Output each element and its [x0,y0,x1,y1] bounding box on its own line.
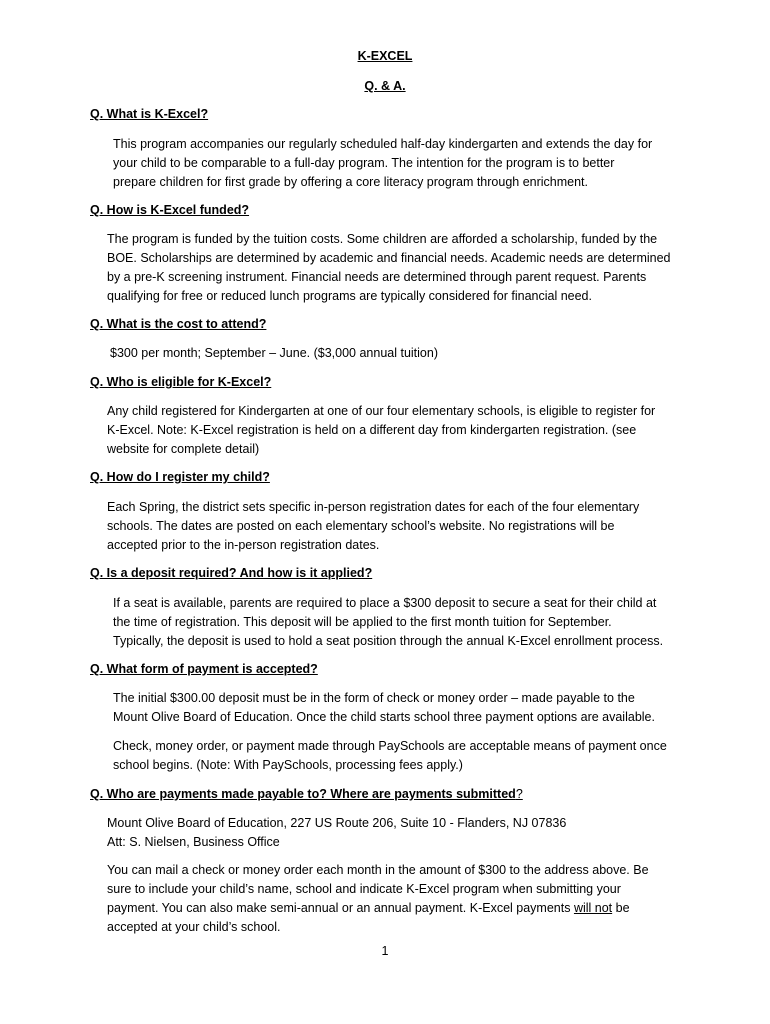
question-text: Q. Who are payments made payable to? Where are payments submitted [90,787,516,801]
question-payment-form: Q. What form of payment is accepted? [90,662,318,676]
answer-line: Any child registered for Kindergarten at one of our four elementary schools, is eligible to register for [107,404,656,418]
answer-text: be [612,901,630,915]
answer-line: your child to be comparable to a full-day program. The intention for the program is to better [113,156,615,170]
question-register: Q. How do I register my child? [90,470,270,484]
answer-cost [110,344,438,363]
answer-line: BOE. Scholarships are determined by academic and financial needs. Academic needs are determined [107,251,671,265]
question-cost: Q. What is the cost to attend? [90,317,267,331]
answer-line: The initial $300.00 deposit must be in the form of check or money order – made payable to the [113,691,635,705]
answer-line: You can mail a check or money order each month in the amount of $300 to the address above. Be [107,863,649,877]
answer-line [107,899,649,918]
answer-deposit [113,594,663,651]
answer-line: qualifying for free or reduced lunch programs are typically considered for financial need. [107,289,592,303]
emphasis-will-not: will not [573,901,613,915]
answer-register [107,498,639,555]
answer-payable-address [107,814,566,852]
answer-line: the time of registration. This deposit will be applied to the first month tuition for September. [113,615,612,629]
answer-line: If a seat is available, parents are required to place a $300 deposit to secure a seat for their child at [113,596,657,610]
answer-line: Check, money order, or payment made through PaySchools are acceptable means of payment once [113,739,667,753]
answer-line: Typically, the deposit is used to hold a seat position through the annual K-Excel enrollment process. [113,634,664,648]
answer-payment-form [113,689,655,727]
question-what-is-k-excel: Q. What is K-Excel? [90,107,209,121]
answer-line: sure to include your child’s name, school and indicate K-Excel program when submitting your [107,882,621,896]
answer-payable-instructions [107,861,649,937]
question-eligible: Q. Who is eligible for K-Excel? [90,375,272,389]
answer-line: accepted at your child’s school. [107,920,281,934]
page-number: 1 [381,944,389,958]
answer-line: Mount Olive Board of Education. Once the child starts school three payment options are available. [113,710,655,724]
question-payable-to [90,787,523,801]
question-mark: ? [515,787,523,801]
answer-line: $300 per month; September – June. ($3,000 annual tuition) [110,346,438,360]
document-subtitle: Q. & A. [364,79,406,93]
answer-line: K-Excel. Note: K-Excel registration is held on a different day from kindergarten registration. (see [107,423,637,437]
document-title: K-EXCEL [357,49,413,63]
attention-line: Att: S. Nielsen, Business Office [107,835,280,849]
answer-line: accepted prior to the in-person registration dates. [107,538,380,552]
answer-line: prepare children for first grade by offering a core literacy program through enrichment. [113,175,589,189]
answer-line: school begins. (Note: With PaySchools, processing fees apply.) [113,758,463,772]
answer-line: schools. The dates are posted on each elementary school’s website. No registrations will be [107,519,615,533]
question-deposit: Q. Is a deposit required? And how is it applied? [90,566,373,580]
answer-line: website for complete detail) [107,442,260,456]
answer-text: payment. You can also make semi-annual or an annual payment. K-Excel payments [107,901,574,915]
answer-line: Each Spring, the district sets specific in-person registration dates for each of the four elementary [107,500,640,514]
question-how-funded: Q. How is K-Excel funded? [90,203,250,217]
address-line: Mount Olive Board of Education, 227 US Route 206, Suite 10 - Flanders, NJ 07836 [107,816,567,830]
answer-line: The program is funded by the tuition costs. Some children are afforded a scholarship, funded by the [107,232,658,246]
answer-what-is-k-excel [113,135,652,192]
answer-line: This program accompanies our regularly scheduled half-day kindergarten and extends the day for [113,137,653,151]
answer-how-funded [107,230,671,306]
answer-line: by a pre-K screening instrument. Financial needs are determined through parent request. Parents [107,270,647,284]
answer-eligible [107,402,655,459]
answer-payment-form-continued [113,737,667,775]
